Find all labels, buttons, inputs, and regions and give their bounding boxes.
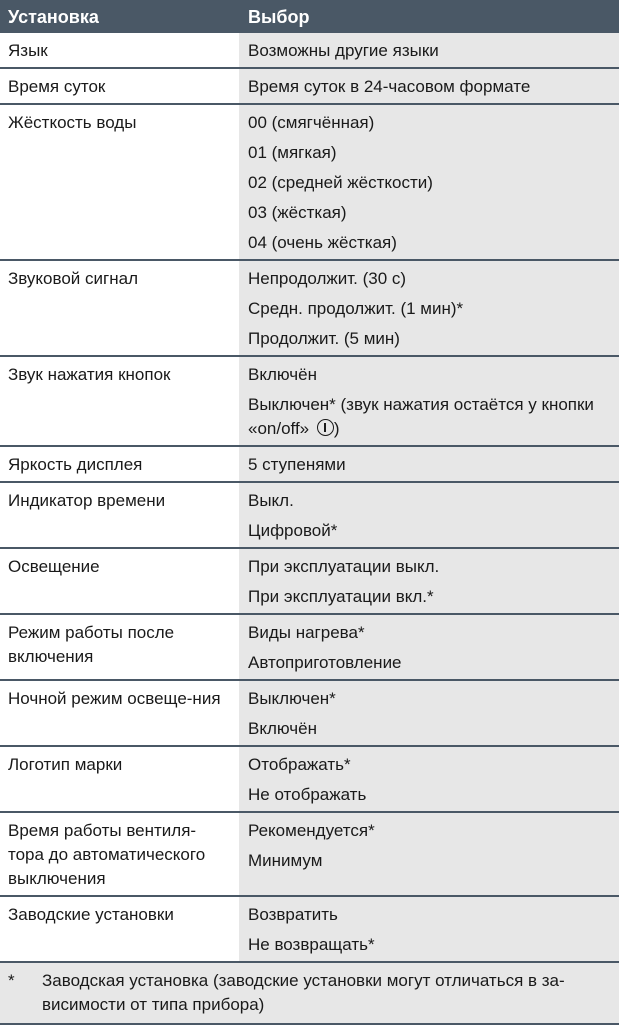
setting-name: Жёсткость воды	[0, 104, 239, 260]
table-row	[0, 548, 619, 614]
choice-list	[239, 104, 619, 260]
choice-list	[239, 812, 619, 896]
choice-option: Отображать*	[248, 755, 351, 774]
choice-list	[239, 896, 619, 961]
header-choice: Выбор	[239, 0, 619, 33]
choice-list	[239, 68, 619, 104]
setting-name: Заводские установки	[0, 896, 239, 961]
table-row	[0, 896, 619, 961]
choice-list	[239, 260, 619, 356]
choice-option: 02 (средней жёсткости)	[248, 173, 433, 192]
table-row	[0, 614, 619, 680]
setting-name: Индикатор времени	[0, 482, 239, 548]
choice-list	[239, 680, 619, 746]
table-row	[0, 33, 619, 68]
choice-option: 01 (мягкая)	[248, 143, 337, 162]
choice-option: Возвратить	[248, 905, 338, 924]
table-row	[0, 68, 619, 104]
choice-list	[239, 33, 619, 68]
setting-name: Логотип марки	[0, 746, 239, 812]
setting-name: Язык	[0, 33, 239, 68]
choice-option: Включён	[248, 365, 317, 384]
choice-option: 5 ступенями	[248, 455, 346, 474]
table-row	[0, 356, 619, 446]
header-setting: Установка	[0, 0, 239, 33]
setting-name: Звук нажатия кнопок	[0, 356, 239, 446]
choice-list	[239, 746, 619, 812]
footnote	[0, 961, 619, 1025]
footnote-text: Заводская установка (заводские установки могут отличаться в за-висимости от типа прибора)	[42, 971, 565, 1014]
choice-option: Автоприготовление	[248, 653, 402, 672]
choice-option: При эксплуатации вкл.*	[248, 587, 434, 606]
choice-option: Не возвращать*	[248, 935, 375, 954]
choice-option-text: Выключен* (звук нажатия остаётся у кнопки «on/off»	[248, 395, 594, 438]
choice-option: 00 (смягчённая)	[248, 113, 375, 132]
choice-option: Виды нагрева*	[248, 623, 365, 642]
setting-name: Режим работы после включения	[0, 614, 239, 680]
table-row	[0, 746, 619, 812]
choice-option: Минимум	[248, 851, 323, 870]
choice-list	[239, 356, 619, 446]
setting-name: Яркость дисплея	[0, 446, 239, 482]
choice-option: Не отображать	[248, 785, 367, 804]
choice-option: 03 (жёсткая)	[248, 203, 347, 222]
table-row	[0, 812, 619, 896]
setting-name: Звуковой сигнал	[0, 260, 239, 356]
choice-option: При эксплуатации выкл.	[248, 557, 440, 576]
setting-name: Время работы вентиля-тора до автоматического выключения	[0, 812, 239, 896]
choice-option: Время суток в 24-часовом формате	[248, 77, 531, 96]
choice-option: Рекомендуется*	[248, 821, 375, 840]
choice-list	[239, 446, 619, 482]
choice-option: Включён	[248, 719, 317, 738]
choice-list	[239, 614, 619, 680]
choice-option: Возможны другие языки	[248, 41, 439, 60]
choice-option: Выкл.	[248, 491, 294, 510]
table-row	[0, 260, 619, 356]
setting-name: Освещение	[0, 548, 239, 614]
table-row	[0, 482, 619, 548]
choice-option: Цифровой*	[248, 521, 338, 540]
choice-option-with-icon	[248, 393, 611, 441]
choice-option-suffix: )	[333, 419, 340, 438]
choice-list	[239, 548, 619, 614]
choice-option: Непродолжит. (30 с)	[248, 269, 407, 288]
setting-name: Время суток	[0, 68, 239, 104]
table-header-row	[0, 0, 619, 33]
setting-name: Ночной режим освеще-ния	[0, 680, 239, 746]
table-row	[0, 680, 619, 746]
choice-option: Продолжит. (5 мин)	[248, 329, 400, 348]
choice-option: Выключен*	[248, 689, 336, 708]
choice-list	[239, 482, 619, 548]
footnote-mark: *	[8, 971, 15, 990]
choice-option: 04 (очень жёсткая)	[248, 233, 397, 252]
table-row	[0, 104, 619, 260]
power-icon	[317, 419, 334, 436]
table-row	[0, 446, 619, 482]
choice-option: Средн. продолжит. (1 мин)*	[248, 299, 464, 318]
